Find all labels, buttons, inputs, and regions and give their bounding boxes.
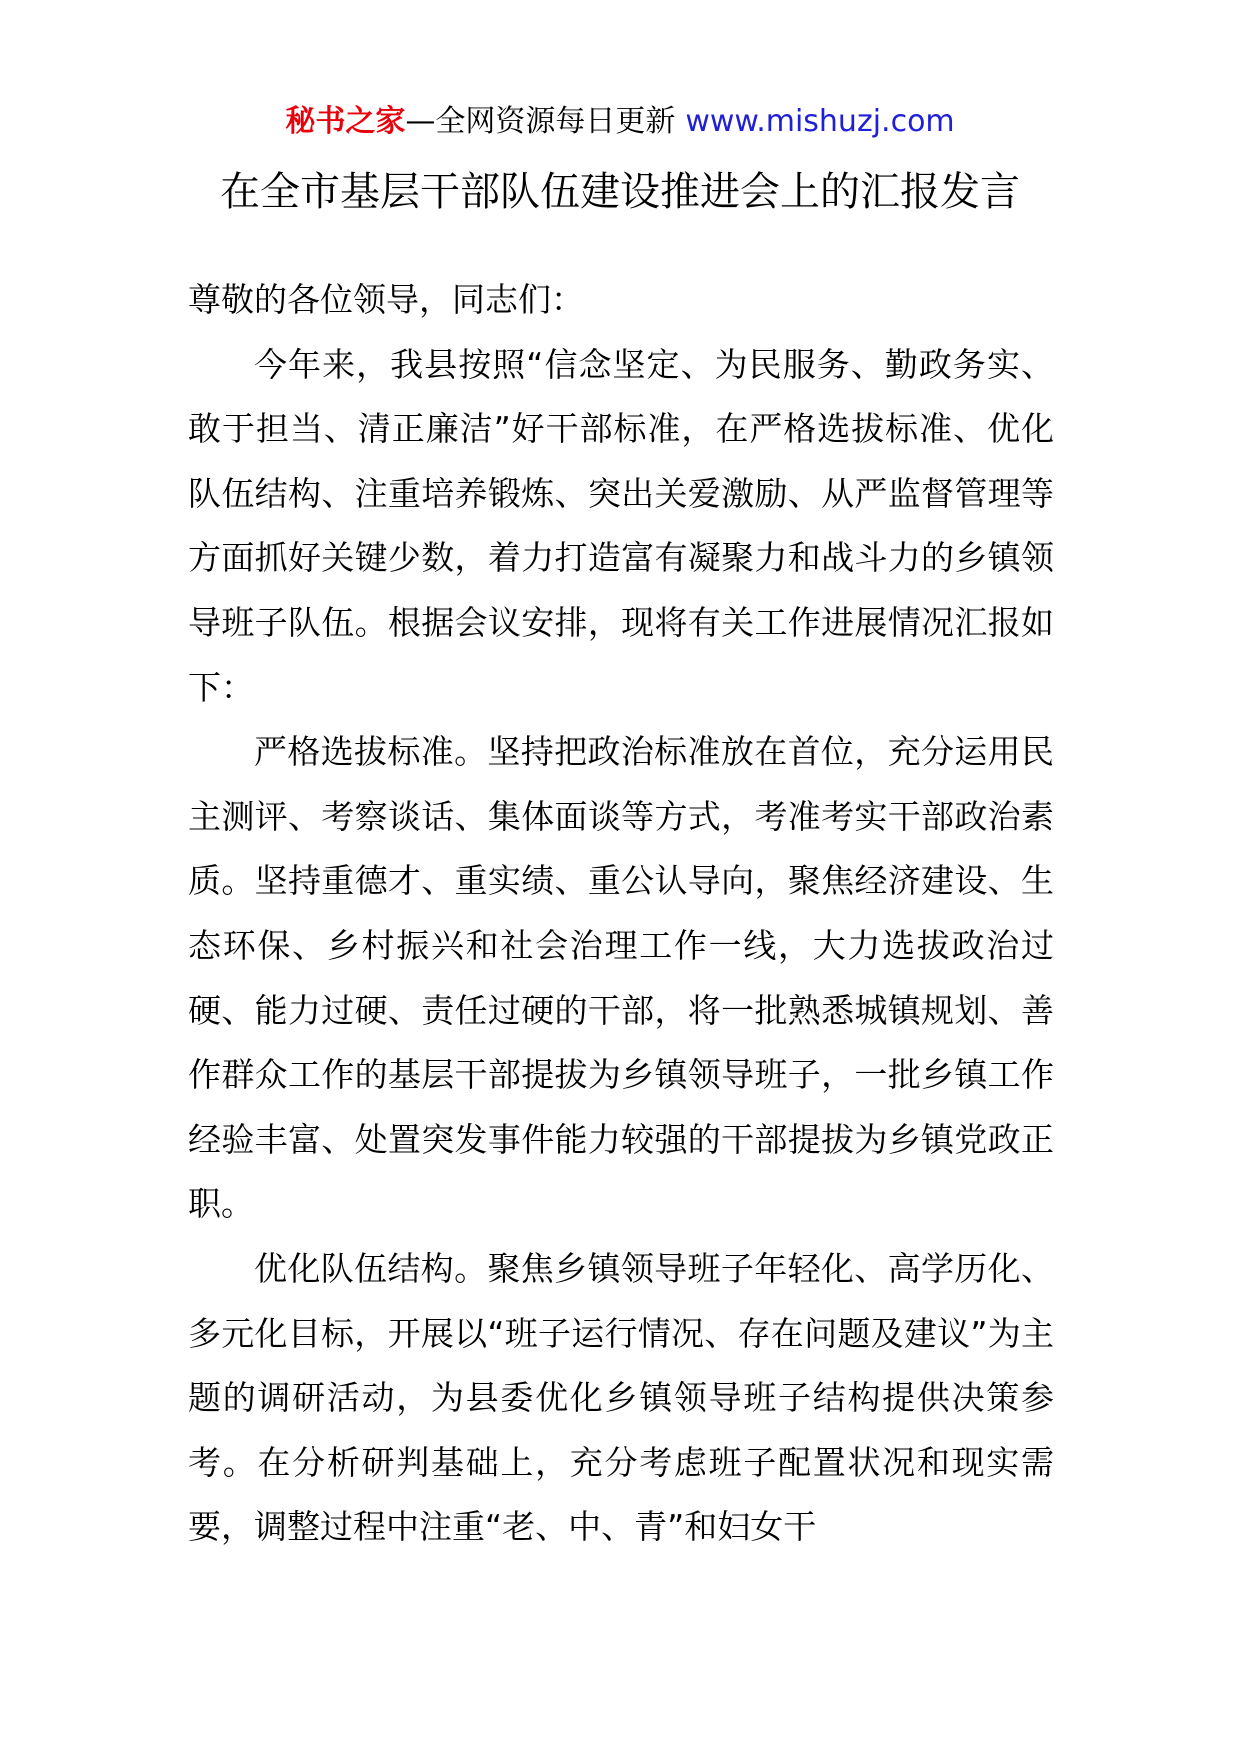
salutation: 尊敬的各位领导，同志们： [188, 280, 584, 319]
brand-name: 秘书之家 [285, 104, 406, 139]
site-url-link[interactable]: www.mishuzj.com [685, 104, 955, 139]
document-title: 在全市基层干部队伍建设推进会上的汇报发言 [220, 169, 1020, 215]
paragraph-intro: 今年来，我县按照“信念坚定、为民服务、勤政务实、敢于担当、清正廉洁”好干部标准，在严格选拔标准、优化队伍结构、注重培养锻炼、突出关爱激励、从严监督管理等方面抓好关键少数，着力打造富有凝聚力和战斗力的乡镇领导班子队伍。根据会议安排，现将有关工作进展情况汇报如下： [188, 344, 1054, 707]
document-body [188, 268, 1054, 1560]
header-tagline: —全网资源每日更新 [405, 104, 676, 139]
paragraph-team-structure: 优化队伍结构。聚焦乡镇领导班子年轻化、高学历化、多元化目标，开展以“班子运行情况、存在问题及建议”为主题的调研活动，为县委优化乡镇领导班子结构提供决策参考。在分析研判基础上，充分考虑班子配置状况和现实需要，调整过程中注重“老、中、青”和妇女干 [188, 1248, 1054, 1547]
paragraph-selection-standards: 严格选拔标准。坚持把政治标准放在首位，充分运用民主测评、考察谈话、集体面谈等方式，考准考实干部政治素质。坚持重德才、重实绩、重公认导向，聚焦经济建设、生态环保、乡村振兴和社会治理工作一线，大力选拔政治过硬、能力过硬、责任过硬的干部，将一批熟悉城镇规划、善作群众工作的基层干部提拔为乡镇领导班子，一批乡镇工作经验丰富、处置突发事件能力较强的干部提拔为乡镇党政正职。 [188, 732, 1054, 1224]
site-header [0, 100, 1240, 144]
